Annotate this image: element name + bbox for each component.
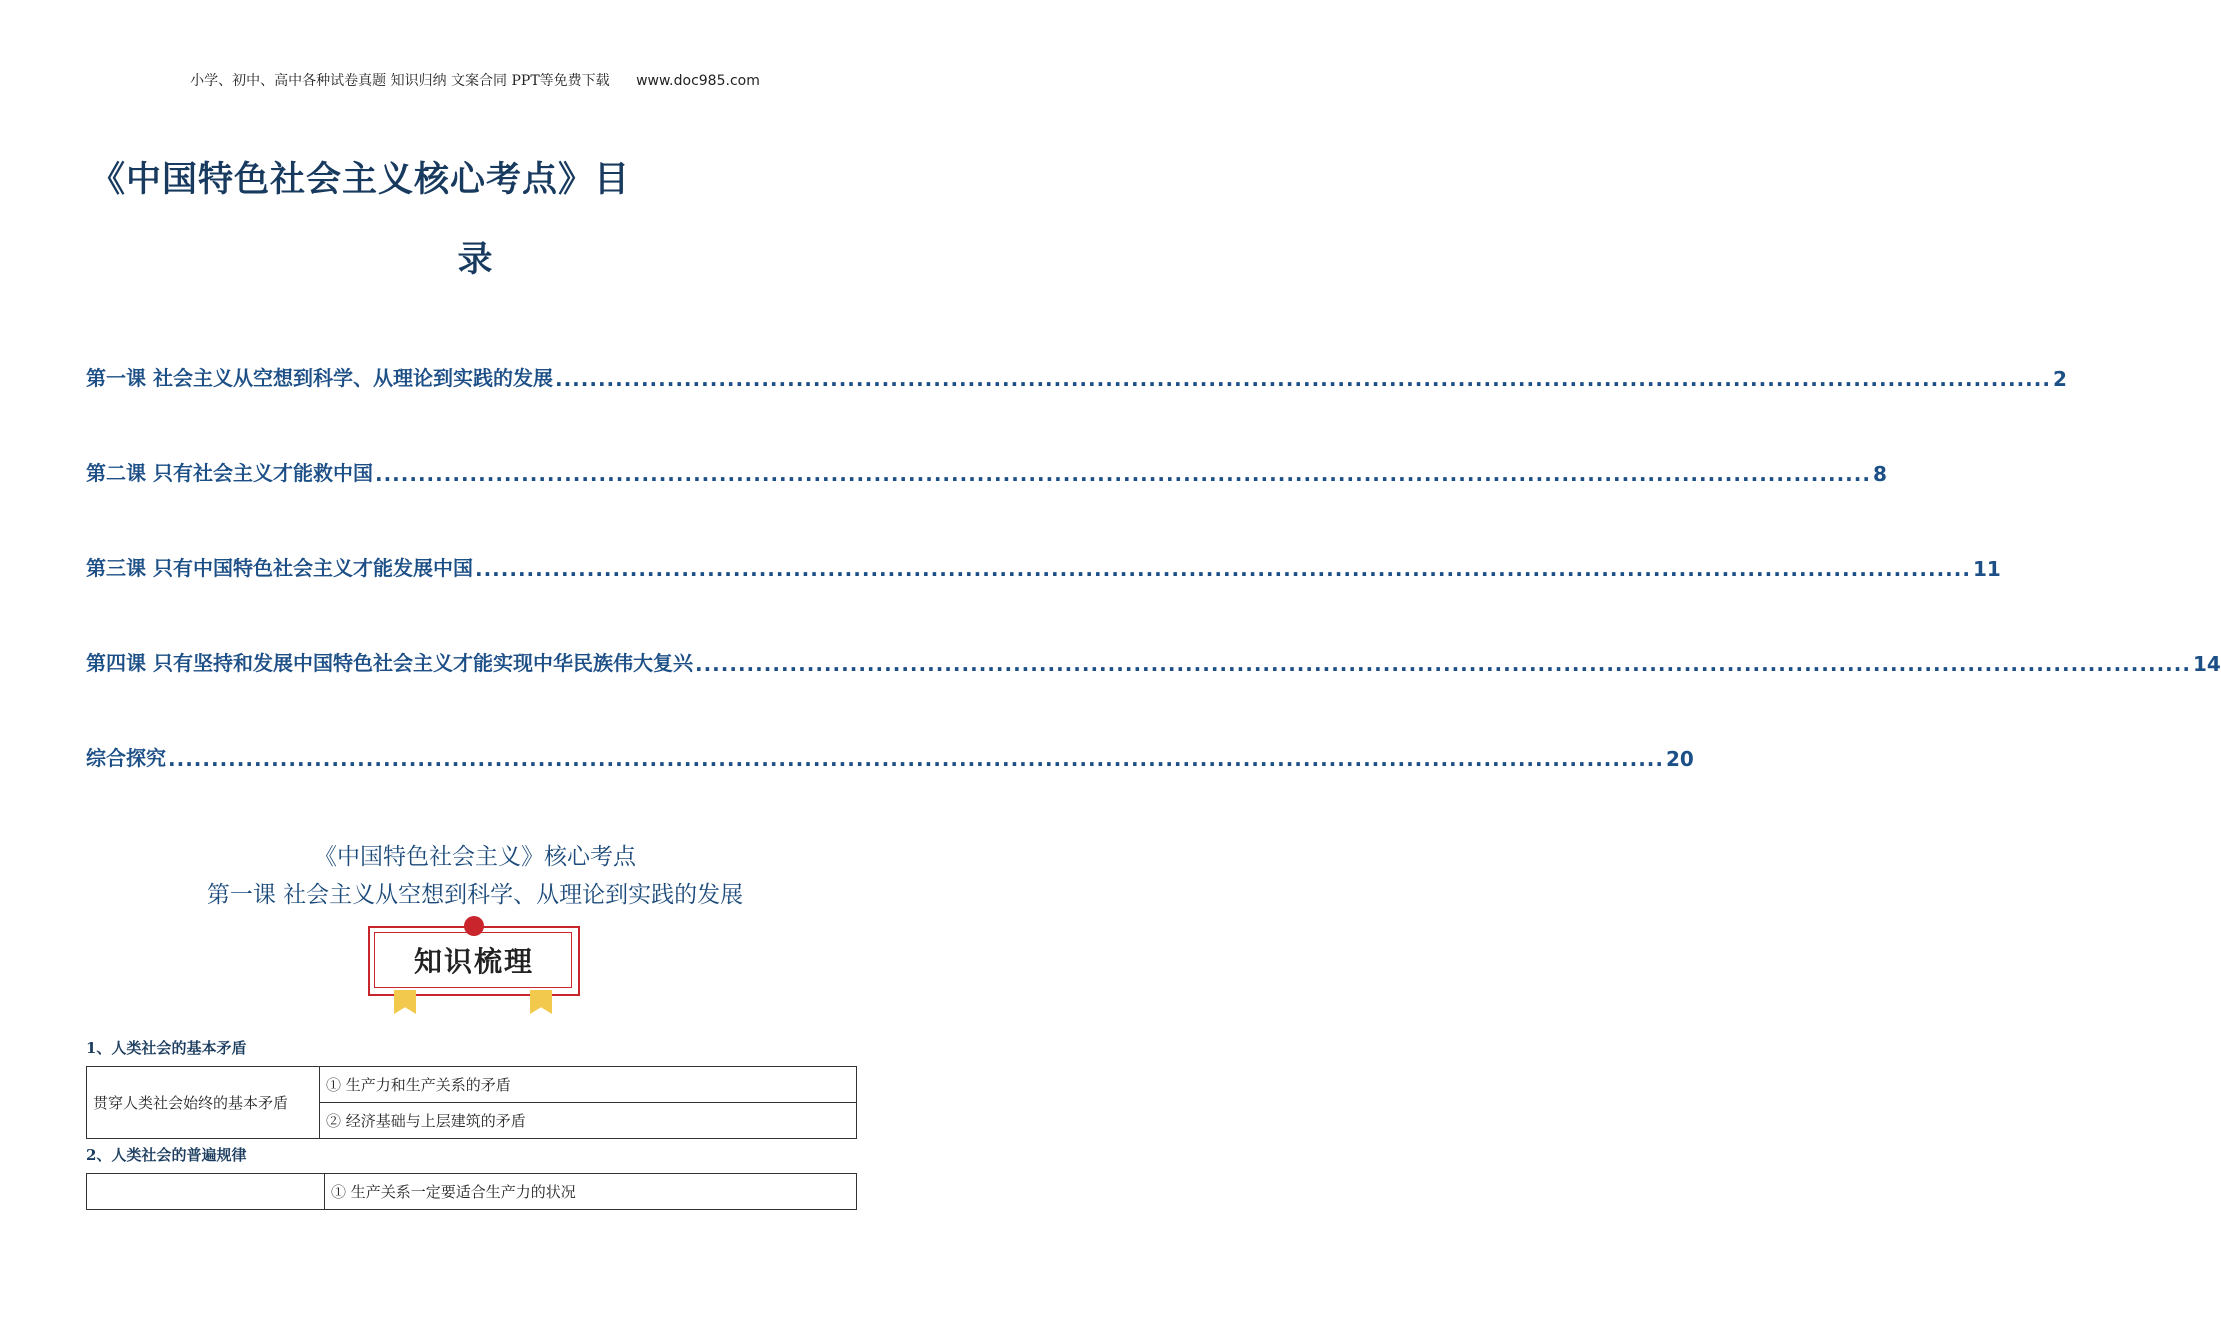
table-row (87, 1067, 857, 1103)
toc-leader-dots: .............................................................................................................................................................................. (554, 367, 2051, 391)
header-site-link[interactable]: www.doc985.com (636, 73, 760, 89)
badge-label: 知识梳理 (413, 945, 534, 978)
toc-entry-comprehensive[interactable] (86, 742, 1694, 771)
table-row (87, 1174, 857, 1210)
section-title: 《中国特色社会主义》核心考点 (314, 844, 636, 870)
toc-leader-dots: .............................................................................................................................................................................. (168, 747, 1664, 771)
ribbon-left-icon (394, 990, 416, 1014)
toc-entry-label: 第二课 只有社会主义才能救中国 (86, 461, 373, 485)
toc-entry-lesson-2[interactable] (86, 457, 1887, 486)
toc-entry-label: 第三课 只有中国特色社会主义才能发展中国 (86, 556, 473, 580)
toc-leader-dots: .............................................................................................................................................................................. (694, 652, 2191, 676)
toc-entry-label: 第一课 社会主义从空想到科学、从理论到实践的发展 (86, 366, 553, 390)
toc-leader-dots: .............................................................................................................................................................................. (374, 462, 1871, 486)
section-subtitle: 第一课 社会主义从空想到科学、从理论到实践的发展 (206, 882, 744, 908)
table-cell: ② 经济基础与上层建筑的矛盾 (320, 1103, 857, 1139)
toc-entry-page: 11 (1972, 557, 2001, 581)
document-title-continued: 录 (457, 240, 493, 280)
toc-entry-page: 8 (1872, 462, 1887, 486)
table-row-header (87, 1174, 325, 1210)
table-cell: ① 生产力和生产关系的矛盾 (320, 1067, 857, 1103)
toc-leader-dots: .............................................................................................................................................................................. (474, 557, 1971, 581)
toc-entry-label: 第四课 只有坚持和发展中国特色社会主义才能实现中华民族伟大复兴 (86, 651, 693, 675)
knowledge-badge (368, 926, 580, 1012)
table-row-header: 贯穿人类社会始终的基本矛盾 (87, 1067, 320, 1139)
toc-entry-page: 2 (2052, 367, 2067, 391)
topic-heading-1: 1、人类社会的基本矛盾 (86, 1039, 247, 1057)
topic-table-1 (86, 1066, 857, 1139)
toc-entry-lesson-4[interactable] (86, 647, 2221, 676)
pin-icon (464, 916, 484, 936)
header-text: 小学、初中、高中各种试卷真题 知识归纳 文案合同 PPT等免费下载 (190, 73, 610, 89)
toc-entry-lesson-3[interactable] (86, 552, 2001, 581)
topic-table-2 (86, 1173, 857, 1210)
toc-entry-label: 综合探究 (86, 746, 166, 770)
document-title: 《中国特色社会主义核心考点》目 (90, 160, 631, 200)
toc-entry-page: 14 (2192, 652, 2221, 676)
page-header (0, 70, 950, 90)
ribbon-right-icon (530, 990, 552, 1014)
toc-entry-page: 20 (1666, 747, 1694, 771)
topic-heading-2: 2、人类社会的普遍规律 (86, 1146, 247, 1164)
toc-entry-lesson-1[interactable] (86, 362, 2067, 391)
table-cell: ① 生产关系一定要适合生产力的状况 (325, 1174, 857, 1210)
